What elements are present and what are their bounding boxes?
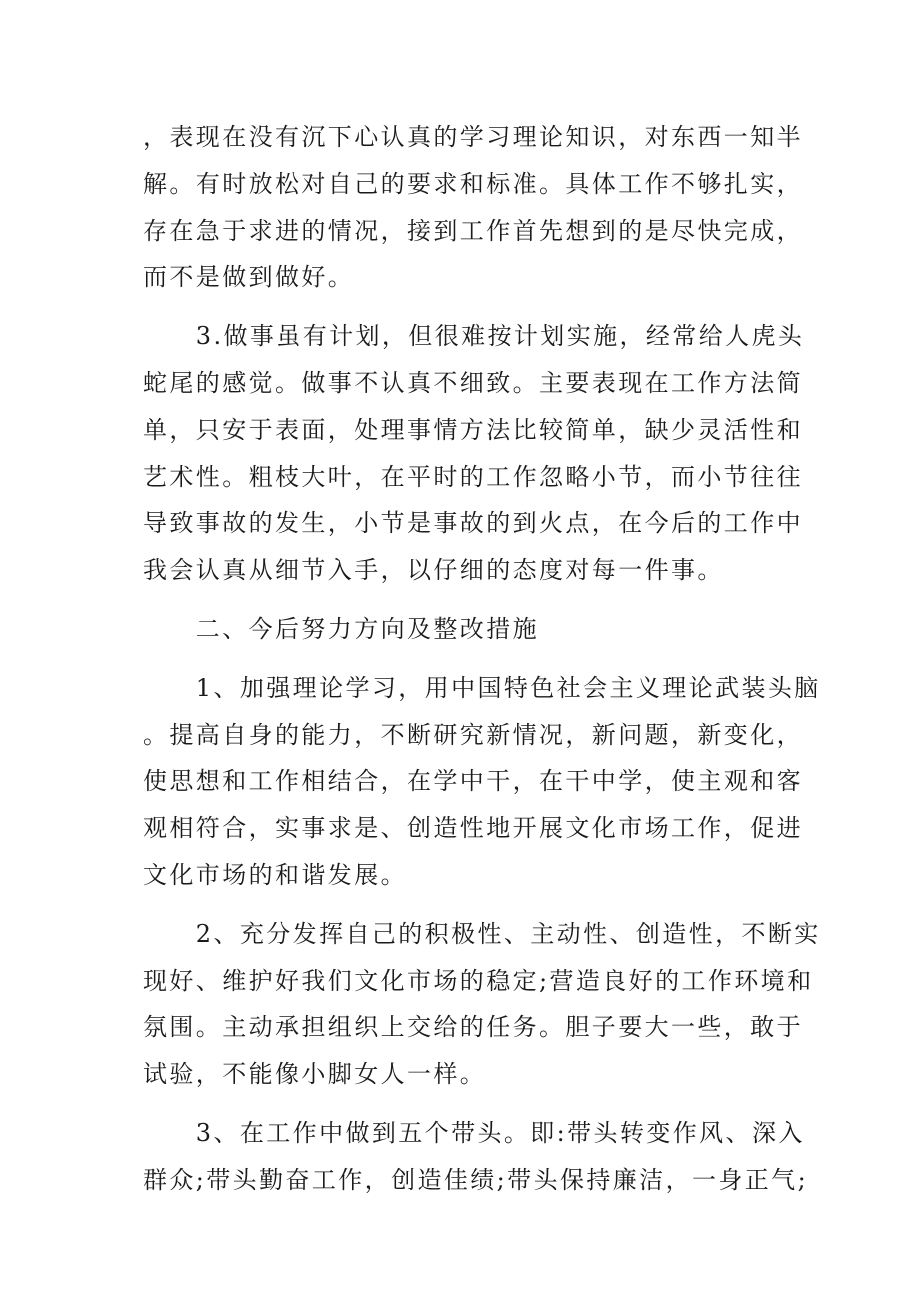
paragraph-gap — [143, 301, 779, 313]
paragraph-1 — [143, 114, 803, 301]
text-line: 1、加强理论学习，用中国特色社会主义理论武装头脑 — [143, 673, 821, 702]
paragraph-measure-2 — [143, 911, 821, 1098]
text-line: 二、今后努力方向及整改措施 — [143, 614, 539, 643]
text-line: 导致事故的发生，小节是事故的到火点，在今后的工作中 — [143, 509, 803, 538]
text-line: 现好、维护好我们文化市场的稳定;营造良好的工作环境和 — [143, 966, 814, 995]
text-line: 艺术性。粗枝大叶，在平时的工作忽略小节，而小节往往 — [143, 462, 803, 491]
text-line: 蛇尾的感觉。做事不认真不细致。主要表现在工作方法简 — [143, 368, 803, 397]
section-heading — [143, 606, 779, 653]
text-line: 群众;带头勤奋工作，创造佳绩;带头保持廉洁，一身正气; — [143, 1165, 809, 1194]
text-line: 3.做事虽有计划，但很难按计划实施，经常给人虎头 — [143, 322, 805, 351]
text-line: 使思想和工作相结合，在学中干，在干中学，使主观和客 — [143, 767, 803, 796]
paragraph-gap — [143, 899, 779, 911]
text-line: 我会认真从细节入手，以仔细的态度对每一件事。 — [143, 556, 724, 585]
text-line: 解。有时放松对自己的要求和标准。具体工作不够扎实， — [143, 169, 803, 198]
text-line: 2、充分发挥自己的积极性、主动性、创造性，不断实 — [143, 919, 821, 948]
text-line: 试验，不能像小脚女人一样。 — [143, 1060, 487, 1089]
paragraph-measure-1 — [143, 665, 821, 899]
text-line: 观相符合，实事求是、创造性地开展文化市场工作，促进 — [143, 814, 803, 843]
text-line: ，表现在没有沉下心认真的学习理论知识，对东西一知半 — [143, 123, 803, 151]
paragraph-2 — [143, 313, 805, 594]
text-line: 文化市场的和谐发展。 — [143, 860, 407, 889]
text-line: 而不是做到做好。 — [143, 263, 355, 292]
paragraph-gap — [143, 653, 779, 665]
paragraph-gap — [143, 594, 779, 606]
text-line: 3、在工作中做到五个带头。即:带头转变作风、深入 — [143, 1118, 805, 1147]
text-line: 。提高自身的能力，不断研究新情况，新问题，新变化， — [143, 720, 803, 749]
text-line: 氛围。主动承担组织上交给的任务。胆子要大一些，敢于 — [143, 1013, 803, 1042]
document-body — [143, 114, 821, 1204]
text-line: 单，只安于表面，处理事情方法比较简单，缺少灵活性和 — [143, 415, 803, 444]
text-line: 存在急于求进的情况，接到工作首先想到的是尽快完成， — [143, 216, 803, 245]
paragraph-measure-3 — [143, 1110, 809, 1204]
paragraph-gap — [143, 1098, 779, 1110]
